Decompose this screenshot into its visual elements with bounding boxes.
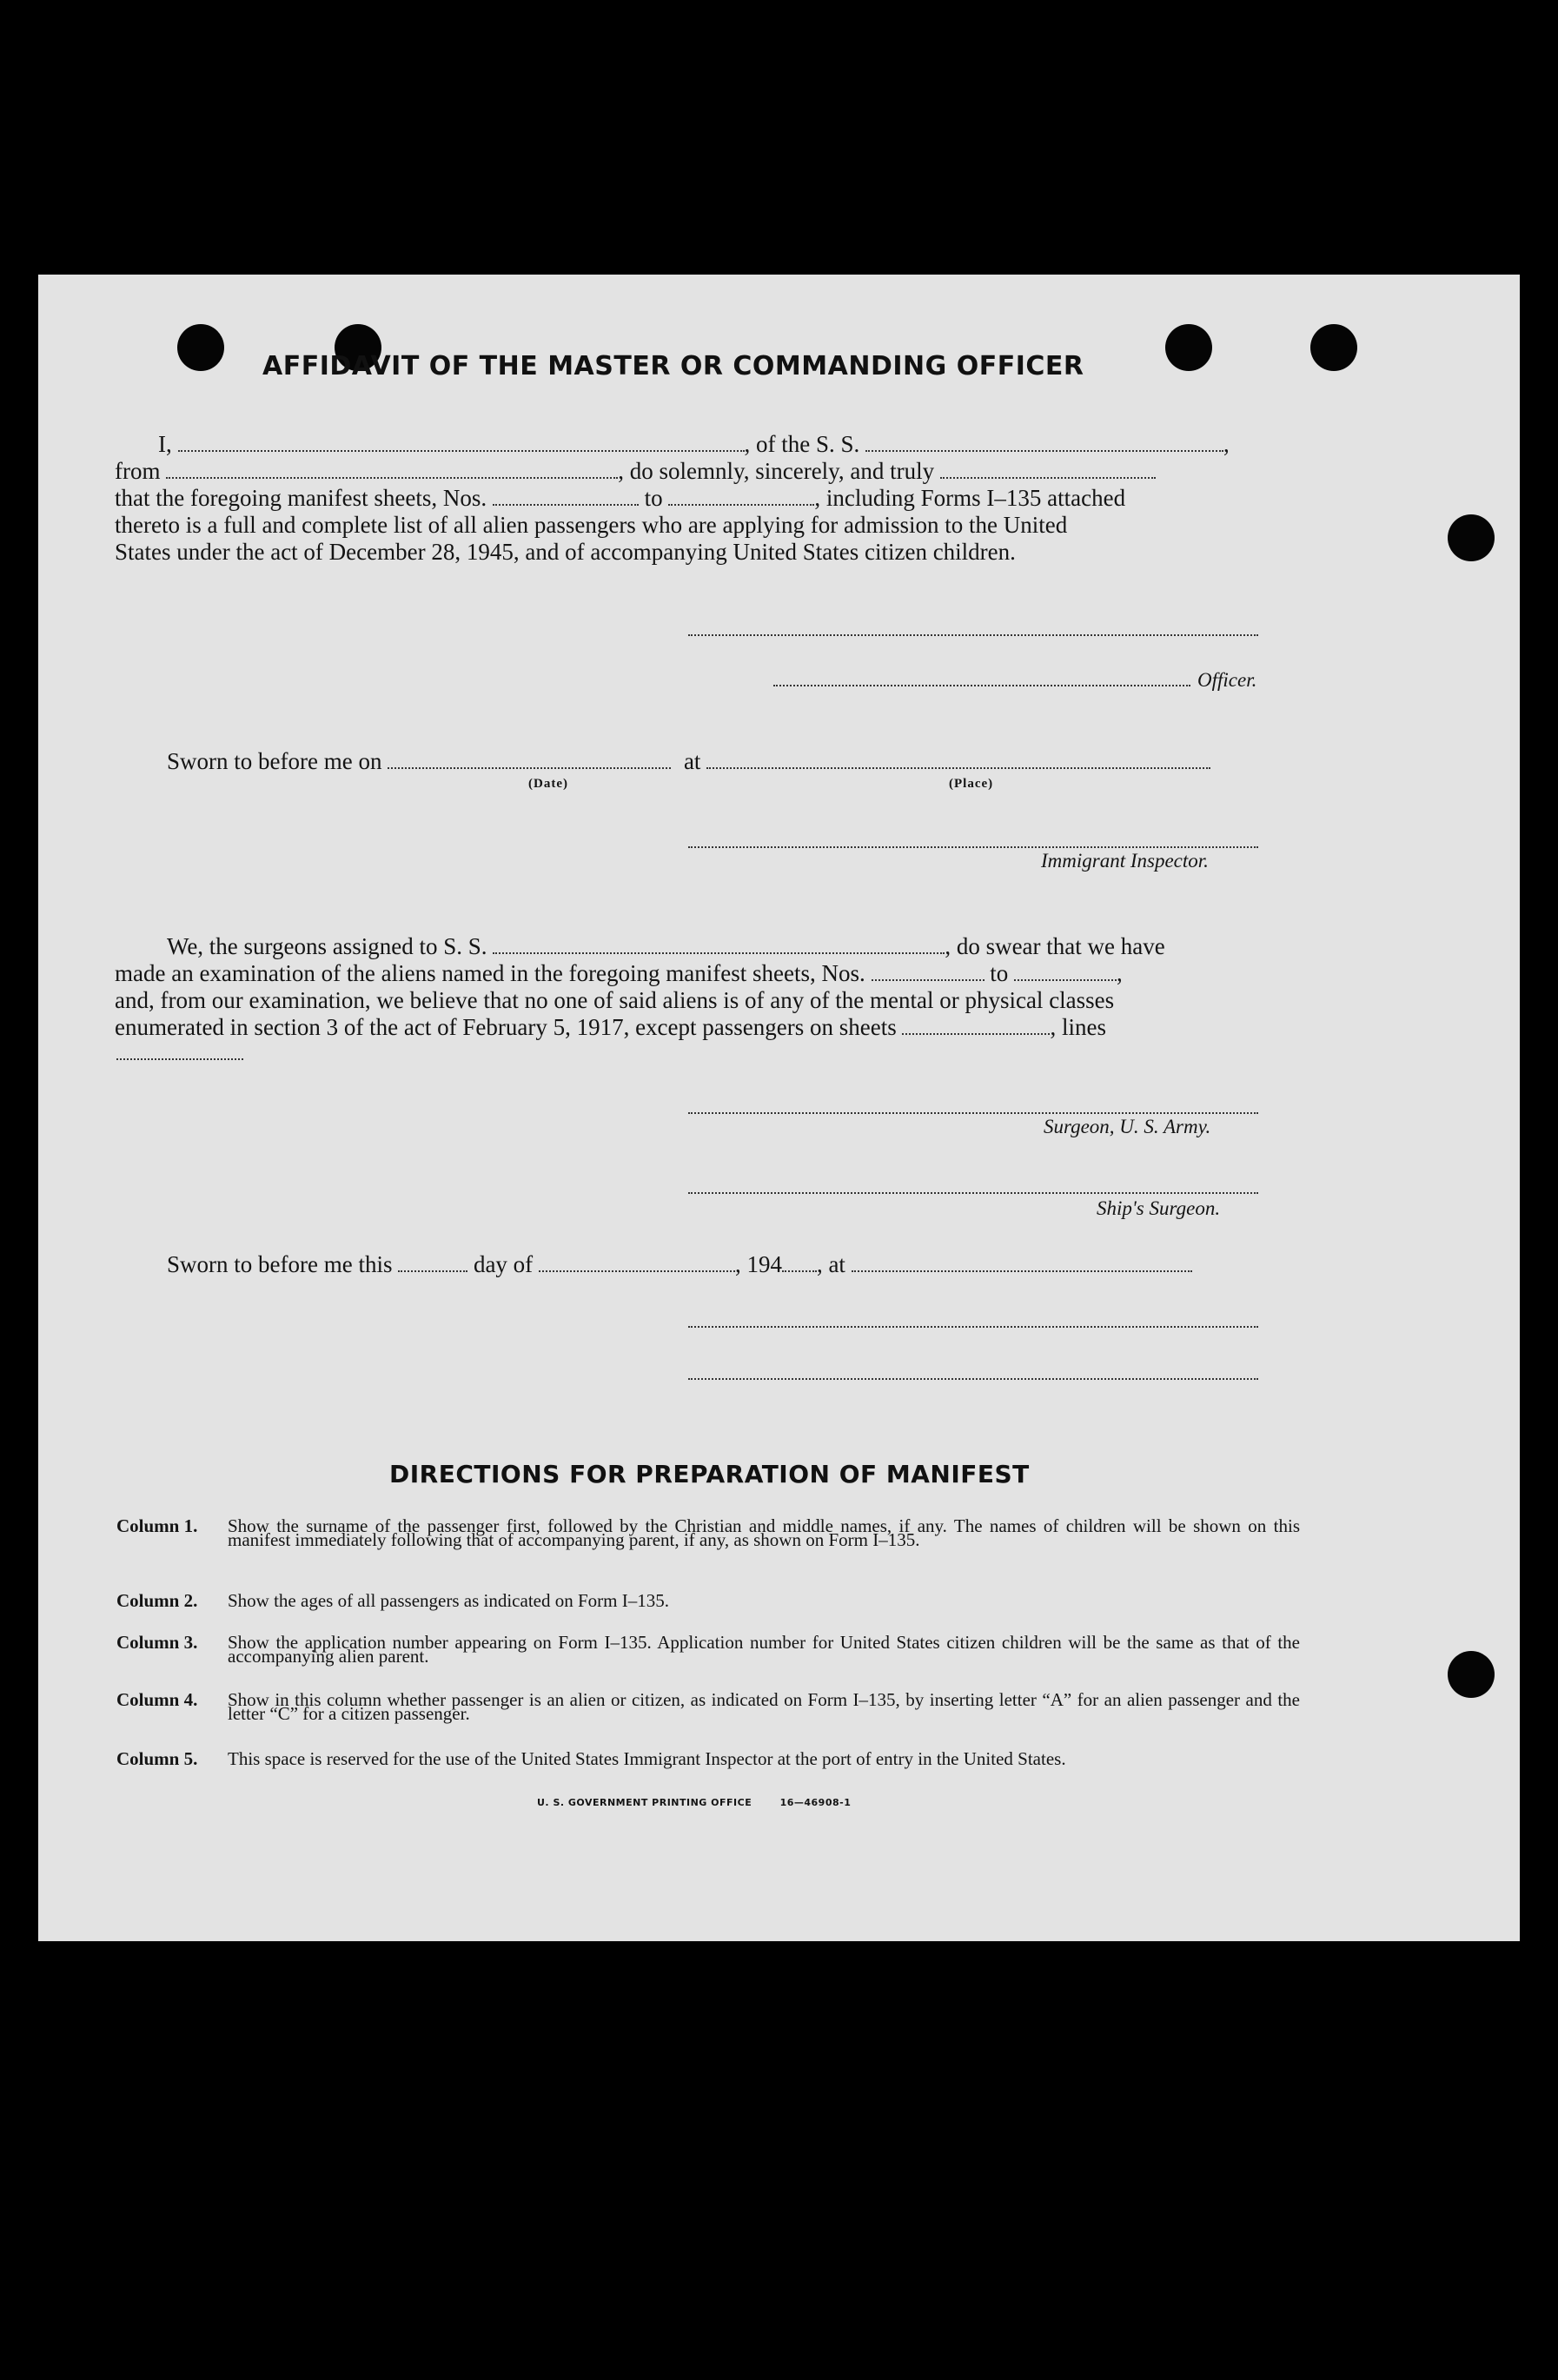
surgeon-sheets-from-blank[interactable] <box>872 960 985 981</box>
punch-hole-right-upper <box>1448 514 1495 561</box>
affidavit-line-3: that the foregoing manifest sheets, Nos. to , including Forms I–135 attached <box>115 485 1126 511</box>
sworn-at-blank[interactable] <box>852 1251 1192 1272</box>
punch-hole-top-center-right <box>1165 324 1212 371</box>
swear-blank[interactable] <box>940 458 1156 479</box>
sheets-to-blank[interactable] <box>668 485 814 506</box>
direction-column-3-text: Show the application number appearing on Form I–135. Application number for United States citizen children will be the same as that of the accompanying alien parent. <box>228 1632 1300 1667</box>
sworn-day-blank[interactable] <box>398 1251 467 1272</box>
direction-column-2-label: Column 2. <box>116 1590 198 1611</box>
except-sheets-blank[interactable] <box>902 1014 1050 1035</box>
punch-hole-top-left <box>177 324 224 371</box>
direction-column-5-label: Column 5. <box>116 1748 198 1769</box>
officer-signature-line[interactable] <box>773 685 1190 686</box>
affidavit-line-2 <box>115 458 1156 485</box>
ship-name-blank[interactable] <box>865 431 1223 452</box>
place-caption: (Place) <box>949 777 994 791</box>
army-surgeon-signature-line[interactable] <box>688 1112 1258 1114</box>
direction-column-5-text: This space is reserved for the use of the United States Immigrant Inspector at the port of entry in the United States. <box>228 1748 1066 1769</box>
ship-surgeon-label: Ship's Surgeon. <box>1097 1197 1221 1219</box>
surgeons-line-3: and, from our examination, we believe that no one of said aliens is of any of the mental or physical classes <box>115 987 1115 1013</box>
surgeons-line-2: made an examination of the aliens named in the foregoing manifest sheets, Nos. to , <box>115 960 1123 986</box>
sworn-signature-line-2[interactable] <box>688 1378 1258 1380</box>
affidavit-i: I, <box>158 431 172 457</box>
date-caption: (Date) <box>528 777 568 791</box>
surgeon-sheets-to-blank[interactable] <box>1014 960 1117 981</box>
direction-column-1-label: Column 1. <box>116 1515 198 1536</box>
sworn-date-blank[interactable] <box>388 748 671 769</box>
officer-label: Officer. <box>1197 669 1257 691</box>
affidavit-line-5: States under the act of December 28, 1945, and of accompanying United States citizen children. <box>115 539 1016 565</box>
punch-hole-right-lower <box>1448 1651 1495 1698</box>
direction-column-1-text: Show the surname of the passenger first, followed by the Christian and middle names, if any. The names of children will be shown on this manifest immediately following that of accompanying parent, if any, as shown on Form I–135. <box>228 1515 1300 1550</box>
surgeons-line-4: enumerated in section 3 of the act of February 5, 1917, except passengers on sheets , lines <box>115 1014 1106 1040</box>
directions-title: DIRECTIONS FOR PREPARATION OF MANIFEST <box>389 1460 1030 1488</box>
surgeons-line-1: We, the surgeons assigned to S. S. , do swear that we have <box>167 933 1165 959</box>
except-lines-blank[interactable] <box>116 1058 243 1060</box>
port-from-blank[interactable] <box>166 458 618 479</box>
affidavit-from: from <box>115 458 161 484</box>
direction-column-4-label: Column 4. <box>116 1689 198 1710</box>
affidavit-title: AFFIDAVIT OF THE MASTER OR COMMANDING OFFICER <box>262 351 1084 381</box>
affidavit-swear: , do solemnly, sincerely, and truly <box>618 458 935 484</box>
sheets-from-blank[interactable] <box>493 485 639 506</box>
form-number: 16—46908-1 <box>779 1797 852 1808</box>
master-name-blank[interactable] <box>178 431 745 452</box>
sworn-year-blank[interactable] <box>782 1251 817 1272</box>
inspector-label: Immigrant Inspector. <box>1041 850 1209 872</box>
affidavit-of-ss: , of the S. S. <box>744 431 860 457</box>
affidavit-line-1: I, , of the S. S. , <box>158 431 1230 457</box>
sworn-month-blank[interactable] <box>539 1251 735 1272</box>
surgeon-ship-blank[interactable] <box>493 933 945 954</box>
sworn-before-line: Sworn to before me on at <box>167 748 1210 775</box>
direction-column-4-text: Show in this column whether passenger is an alien or citizen, as indicated on Form I–135, by inserting letter “A” for an alien passenger and the letter “C” for a citizen passenger. <box>228 1689 1300 1724</box>
army-surgeon-label: Surgeon, U. S. Army. <box>1044 1116 1211 1137</box>
direction-column-3-label: Column 3. <box>116 1632 198 1653</box>
master-signature-line[interactable] <box>688 634 1258 636</box>
ship-surgeon-signature-line[interactable] <box>688 1192 1258 1194</box>
form-sheet <box>38 275 1520 1941</box>
sworn-place-blank[interactable] <box>706 748 1210 769</box>
inspector-signature-line[interactable] <box>688 846 1258 848</box>
printing-office-imprint: U. S. GOVERNMENT PRINTING OFFICE 16—46908-1 <box>537 1797 852 1808</box>
direction-column-2-text: Show the ages of all passengers as indicated on Form I–135. <box>228 1590 669 1611</box>
affidavit-line-4: thereto is a full and complete list of all alien passengers who are applying for admission to the United <box>115 512 1068 538</box>
punch-hole-top-right <box>1310 324 1357 371</box>
sworn-signature-line-1[interactable] <box>688 1326 1258 1328</box>
sworn-before-this-line: Sworn to before me this day of , 194 , at <box>167 1251 1192 1278</box>
